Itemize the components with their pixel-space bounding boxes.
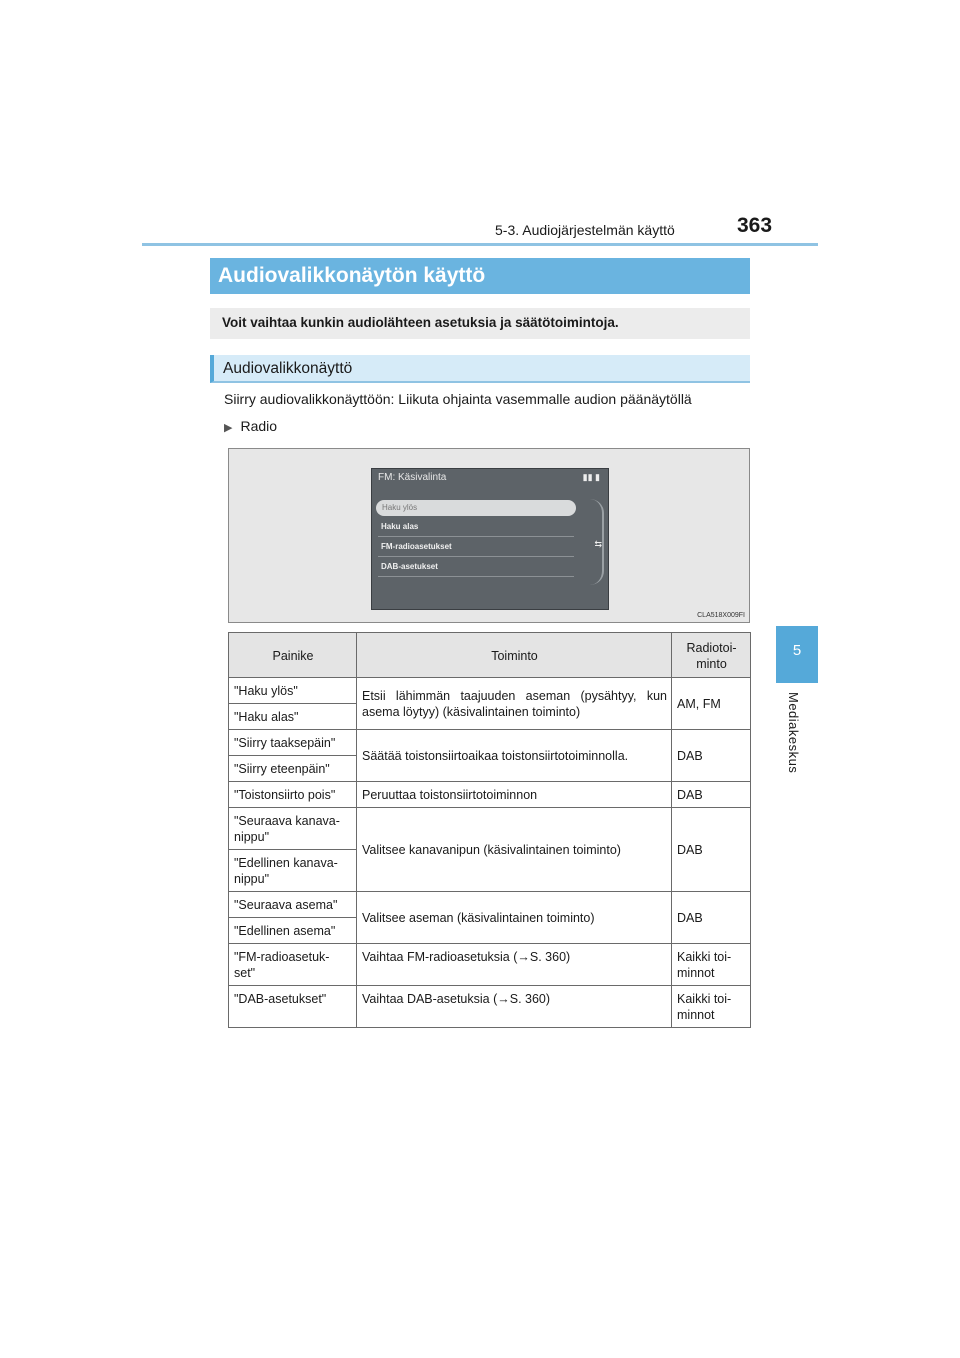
button-cell: "Edellinen kanava- nippu" [229,850,357,892]
button-cell: "FM-radioasetuk- set" [229,944,357,986]
chapter-label: Mediakeskus [786,692,801,774]
column-header-mode [672,633,751,678]
button-cell: "Edellinen asema" [229,918,357,944]
radio-screen-figure [228,448,750,623]
radio-mode-cell: DAB [672,808,751,892]
table-row [229,944,751,986]
radio-mode-cell: DAB [672,782,751,808]
function-cell: Valitsee aseman (käsivalintainen toiminto) [357,892,672,944]
table-header-row [229,633,751,678]
chapter-tab: 5 [776,626,818,683]
column-header-function: Toiminto [357,633,672,678]
radio-mode-cell: DAB [672,730,751,782]
radio-mode-cell: DAB [672,892,751,944]
button-cell: "Seuraava kanava- nippu" [229,808,357,850]
table-row [229,986,751,1028]
menu-divider [378,576,574,577]
function-cell: Vaihtaa DAB-asetuksia (→S. 360) [357,986,672,1028]
button-cell: "Siirry taaksepäin" [229,730,357,756]
table-row [229,678,751,704]
function-cell: Etsii lähimmän taajuuden aseman (pysähtyy, kun asema löytyy) (käsivalintainen toiminto) [357,678,672,730]
radio-mode-cell: AM, FM [672,678,751,730]
screen-title: FM: Käsivalinta [378,472,447,483]
menu-item: Haku alas [381,522,419,531]
function-cell: Valitsee kanavanipun (käsivalintainen toiminto) [357,808,672,892]
radio-mode-cell: Kaikki toi- minnot [672,944,751,986]
table-row [229,892,751,918]
button-cell: "Toistonsiirto pois" [229,782,357,808]
function-cell: Säätää toistonsiirtoaikaa toistonsiirtotoiminnolla. [357,730,672,782]
controller-icon: ⇆ [594,539,602,549]
display-screen [371,468,609,610]
table-row [229,808,751,850]
menu-item: FM-radioasetukset [381,542,452,551]
signal-battery-icon: ▮▮ ▮ [582,472,600,482]
bullet-item [224,418,277,434]
table-row [229,730,751,756]
header-divider [142,243,818,246]
button-cell: "Haku ylös" [229,678,357,704]
button-cell: "Siirry eteenpäin" [229,756,357,782]
table-row [229,782,751,808]
menu-item: DAB-asetukset [381,562,438,571]
section-header: 5-3. Audiojärjestelmän käyttö [495,222,675,238]
subheading: Audiovalikkonäyttö [210,355,750,383]
bullet-label: Radio [240,418,278,434]
menu-divider [378,536,574,537]
triangle-bullet-icon: ▶ [224,422,233,434]
mode-header-label: Radiotoi- minto [686,640,737,671]
column-header-button: Painike [229,633,357,678]
button-cell: "Haku alas" [229,704,357,730]
function-cell: Peruuttaa toistonsiirtotoiminnon [357,782,672,808]
figure-code: CLA518X009FI [697,612,745,619]
button-cell: "DAB-asetukset" [229,986,357,1028]
page-title: Audiovalikkonäytön käyttö [210,258,750,294]
radio-mode-cell: Kaikki toi- minnot [672,986,751,1028]
page-number: 363 [737,214,773,237]
button-function-table [228,632,751,1028]
button-cell: "Seuraava asema" [229,892,357,918]
instruction-text: Siirry audiovalikkonäyttöön: Liikuta ohjainta vasemmalle audion päänäytöllä [224,391,692,407]
menu-divider [378,556,574,557]
intro-text: Voit vaihtaa kunkin audiolähteen asetuksia ja säätötoimintoja. [210,308,750,339]
function-cell: Vaihtaa FM-radioasetuksia (→S. 360) [357,944,672,986]
menu-item-selected: Haku ylös [376,500,576,516]
